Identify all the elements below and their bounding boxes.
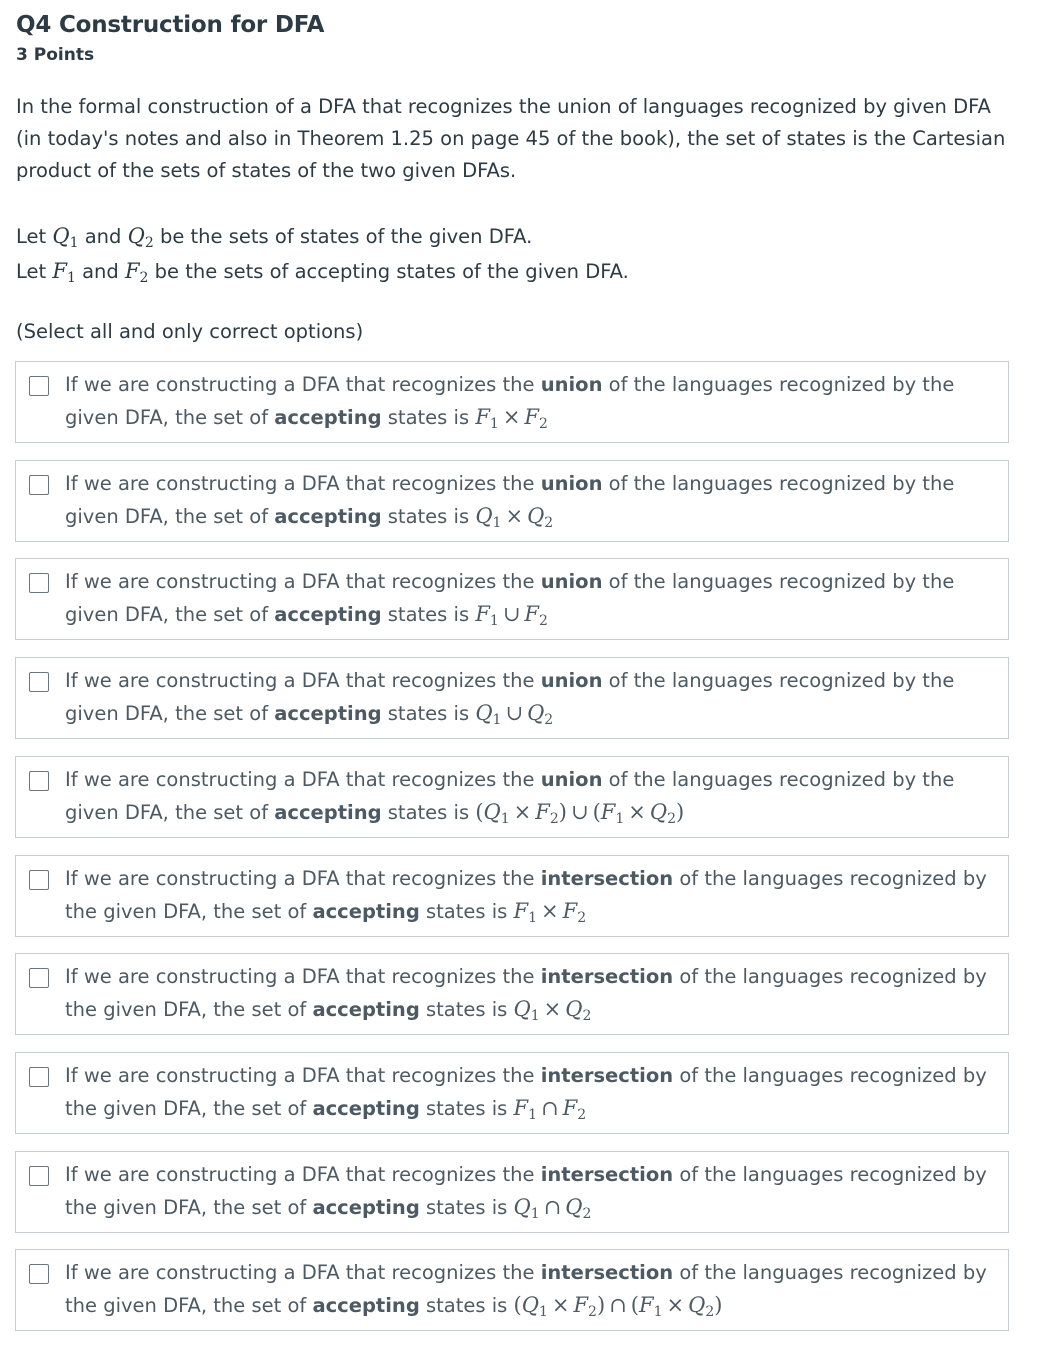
accepting-keyword: accepting <box>312 998 420 1022</box>
answer-option[interactable] <box>15 1052 1009 1134</box>
answer-option[interactable] <box>15 558 1009 640</box>
option-formula: $F_1 \times F_2$ <box>513 898 587 926</box>
q1-symbol: $Q_1$ <box>52 224 79 251</box>
answer-option[interactable] <box>15 953 1009 1035</box>
option-label: If we are constructing a DFA that recognizes the union of the languages recognized by the given DFA, the set of accepting states is $Q_1 \times Q_2$ <box>65 471 955 531</box>
operation-keyword: union <box>540 767 603 791</box>
question-title: Q4 Construction for DFA <box>16 12 325 38</box>
option-formula: $Q_1 \times Q_2$ <box>475 503 554 531</box>
operation-keyword: union <box>540 570 603 594</box>
select-instruction: (Select all and only correct options) <box>16 320 364 343</box>
operation-keyword: intersection <box>540 866 674 890</box>
option-label: If we are constructing a DFA that recognizes the union of the languages recognized by the given DFA, the set of accepting states is $F_1$ ∪ $F_2$ <box>65 570 955 630</box>
operation-keyword: intersection <box>540 1261 674 1285</box>
answer-option[interactable] <box>15 756 1009 838</box>
accepting-keyword: accepting <box>274 603 382 627</box>
answer-option[interactable] <box>15 1249 1009 1331</box>
option-formula: $Q_1 \times Q_2$ <box>513 997 592 1025</box>
q2-symbol: $Q_2$ <box>127 224 154 251</box>
option-label: If we are constructing a DFA that recognizes the intersection of the languages recognized by the given DFA, the set of accepting states is $(Q_1 \times F_2)$ ∩ $(F_1 \times Q_2)$ <box>65 1261 987 1321</box>
accepting-keyword: accepting <box>312 1294 420 1318</box>
operation-keyword: union <box>540 669 603 693</box>
option-formula: $F_1$ ∪ $F_2$ <box>475 602 548 630</box>
accepting-keyword: accepting <box>312 899 420 923</box>
option-formula: $F_1 \times F_2$ <box>475 405 548 432</box>
option-label: If we are constructing a DFA that recognizes the intersection of the languages recognized by the given DFA, the set of accepting states is $F_1$ ∩ $F_2$ <box>65 1063 987 1123</box>
option-checkbox[interactable] <box>29 1264 49 1284</box>
definitions <box>16 219 629 289</box>
answer-option[interactable] <box>15 1151 1009 1233</box>
option-checkbox[interactable] <box>29 475 49 495</box>
operation-keyword: intersection <box>540 1063 674 1087</box>
option-formula: $Q_1$ ∩ $Q_2$ <box>513 1194 592 1222</box>
operation-keyword: union <box>540 373 603 396</box>
option-label: If we are constructing a DFA that recognizes the union of the languages recognized by the given DFA, the set of accepting states is $Q_1$ ∪ $Q_2$ <box>65 669 955 729</box>
option-checkbox[interactable] <box>29 1067 49 1087</box>
operation-keyword: intersection <box>540 1162 674 1186</box>
accepting-definition: Let $F_1$ and $F_2$ be the sets of accepting states of the given DFA. <box>16 259 629 286</box>
f2-symbol: $F_2$ <box>124 259 149 286</box>
option-checkbox[interactable] <box>29 376 49 396</box>
option-formula: $(Q_1 \times F_2)$ ∩ $(F_1 \times Q_2)$ <box>513 1293 723 1321</box>
f1-symbol: $F_1$ <box>52 259 76 286</box>
option-formula: $(Q_1 \times F_2)$ ∪ $(F_1 \times Q_2)$ <box>475 799 685 827</box>
accepting-keyword: accepting <box>312 1096 420 1120</box>
option-checkbox[interactable] <box>29 968 49 988</box>
operation-keyword: union <box>540 471 603 495</box>
accepting-keyword: accepting <box>274 406 382 429</box>
accepting-keyword: accepting <box>274 504 382 528</box>
answer-option[interactable] <box>15 361 1009 443</box>
option-formula: $Q_1$ ∪ $Q_2$ <box>475 701 554 729</box>
option-label: If we are constructing a DFA that recognizes the union of the languages recognized by the given DFA, the set of accepting states is $(Q_1 \times F_2)$ ∪ $(F_1 \times Q_2)$ <box>65 767 955 827</box>
operation-keyword: intersection <box>540 965 674 989</box>
option-checkbox[interactable] <box>29 1166 49 1186</box>
option-checkbox[interactable] <box>29 573 49 593</box>
states-definition: Let $Q_1$ and $Q_2$ be the sets of states of the given DFA. <box>16 224 533 251</box>
option-checkbox[interactable] <box>29 870 49 890</box>
option-checkbox[interactable] <box>29 672 49 692</box>
answer-option[interactable] <box>15 657 1009 739</box>
option-label: If we are constructing a DFA that recognizes the intersection of the languages recognized by the given DFA, the set of accepting states is $F_1 \times F_2$ <box>65 866 987 926</box>
question-points: 3 Points <box>16 45 95 65</box>
accepting-keyword: accepting <box>274 702 382 726</box>
accepting-keyword: accepting <box>274 800 382 824</box>
option-label: If we are constructing a DFA that recognizes the intersection of the languages recognized by the given DFA, the set of accepting states is $Q_1 \times Q_2$ <box>65 965 987 1025</box>
answer-option[interactable] <box>15 460 1009 542</box>
answer-option[interactable] <box>15 855 1009 937</box>
option-formula: $F_1$ ∩ $F_2$ <box>513 1095 587 1123</box>
option-label: If we are constructing a DFA that recognizes the intersection of the languages recognized by the given DFA, the set of accepting states is $Q_1$ ∩ $Q_2$ <box>65 1162 987 1222</box>
question-intro: In the formal construction of a DFA that recognizes the union of languages recognized by given DFA (in today's notes and also in Theorem 1.25 on page 45 of the book), the set of states is the Cartesian product of the sets of states of the two given DFAs. <box>16 95 1006 182</box>
option-checkbox[interactable] <box>29 771 49 791</box>
option-label: If we are constructing a DFA that recognizes the union of the languages recognized by the given DFA, the set of accepting states is $F_1 \times F_2$ <box>65 373 955 432</box>
accepting-keyword: accepting <box>312 1195 420 1219</box>
